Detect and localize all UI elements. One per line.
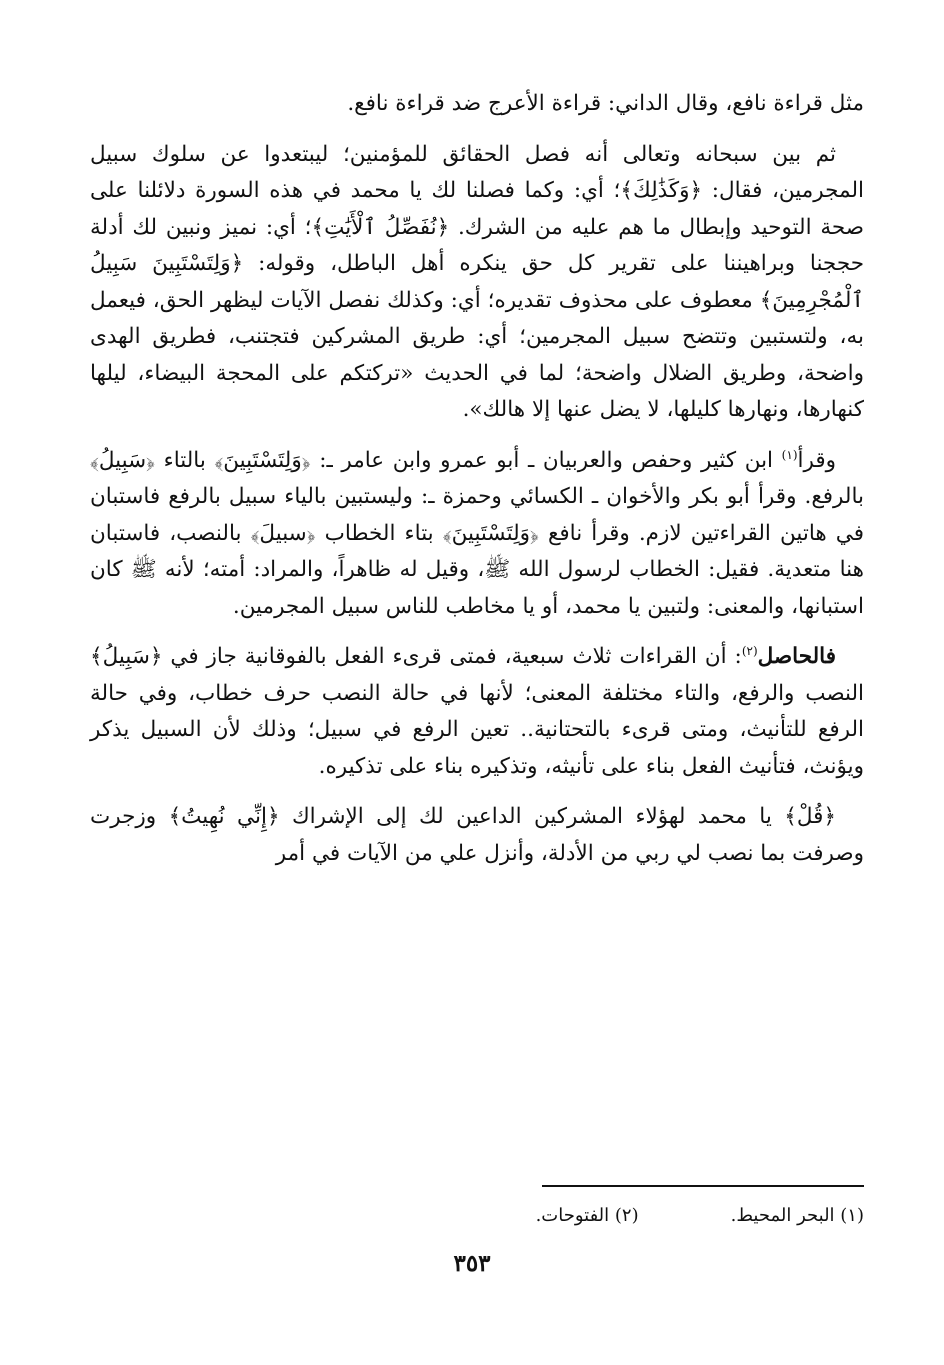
paragraph-text: ابن كثير وحفص والعربيان ـ أبو عمرو وابن عامر ـ: ﴿وَلِتَسْتَبِينَ﴾ بالتاء ﴿سَبِيلُ﴾ بالرفع. وقرأ أبو بكر والأخوان ـ الكسائي وحمزة ـ: وليستبين بالياء سبيل بالرفع فاستبان في هاتين القراءتين لازم. وقرأ نافع ﴿وَلِتَسْتَبِينَ﴾ بتاء الخطاب ﴿سبيلَ﴾ بالنصب، فاستبان هنا متعدية. فقيل: الخطاب لرسول الله ﷺ، وقيل له ظاهراً، والمراد: أمته؛ لأنه ﷺ كان استبانها، والمعنى: ولتبين يا محمد، أو يا مخاطب للناس سبيل المجرمين. <box>90 447 864 619</box>
paragraph-text: مثل قراءة نافع، وقال الداني: قراءة الأعرج ضد قراءة نافع. <box>347 91 864 116</box>
footnote-1: (١) البحر المحيط. <box>730 1205 864 1226</box>
page-number: ٣٥٣ <box>453 1250 491 1277</box>
paragraph-intro <box>90 86 864 123</box>
paragraph-text: ﴿قُلْ﴾ يا محمد لهؤلاء المشركين الداعين لك إلى الإشراك ﴿إِنِّي نُهِيتُ﴾ وزجرت وصرفت بما نصب لي ربي من الأدلة، وأنزل علي من الآيات في أمر <box>90 804 864 866</box>
paragraph-text: ثم بين سبحانه وتعالى أنه فصل الحقائق للمؤمنين؛ ليبتعدوا عن سلوك سبيل المجرمين، فقال: ﴿وَكَذَٰلِكَ﴾؛ أي: وكما فصلنا لك يا محمد في هذه السورة دلائلنا على صحة التوحيد وإبطال ما هم عليه من الشرك. ﴿نُفَصِّلُ ٱلْأَيَٰتِ﴾؛ أي: نميز ونبين لك أدلة حججنا وبراهيننا على تقرير كل حق ينكره أهل الباطل، وقوله: ﴿وَلِتَسْتَبِينَ سَبِيلُ ٱلْمُجْرِمِينَ﴾ معطوف على محذوف تقديره؛ أي: وكذلك نفصل الآيات ليظهر الحق، فيعمل به، ولتستبين وتتضح سبيل المجرمين؛ أي: طريق المشركين فتجتنب، فطريق الهدى واضحة، وطريق الضلال واضحة؛ لما في الحديث «تركتكم على المحجة البيضاء، ليلها كنهارها، ونهارها كليلها، لا يضل عنها إلا هالك». <box>90 141 864 422</box>
paragraph-tafsir <box>90 137 864 429</box>
footnote-2: (٢) الفتوحات. <box>535 1205 639 1226</box>
paragraph-summary <box>90 639 864 785</box>
paragraph-lead: وقرأ <box>797 447 836 473</box>
paragraph-lead: فالحاصل <box>757 644 836 669</box>
paragraph-text: : أن القراءات ثلاث سبعية، فمتى قرىء الفعل بالفوقانية جاز في ﴿سَبِيلُ﴾ النصب والرفع، والتاء مختلفة المعنى؛ لأنها في حالة النصب حرف خطاب، وفي حالة الرفع للتأنيث، ومتى قرىء بالتحتانية.. تعين الرفع في سبيل؛ وذلك لأن السبيل يذكر ويؤنث، فتأنيث الفعل بناء على تأنيثه، وتذكيره بناء على تذكيره. <box>90 644 864 779</box>
main-text <box>90 86 864 872</box>
footnote-divider <box>542 1185 864 1187</box>
paragraph-qiraat <box>90 443 864 626</box>
paragraph-qul <box>90 799 864 872</box>
footnote-ref-2[interactable]: (٢) <box>741 643 758 658</box>
footnotes <box>536 1202 864 1230</box>
footnote-ref-1[interactable]: (١) <box>781 447 798 462</box>
